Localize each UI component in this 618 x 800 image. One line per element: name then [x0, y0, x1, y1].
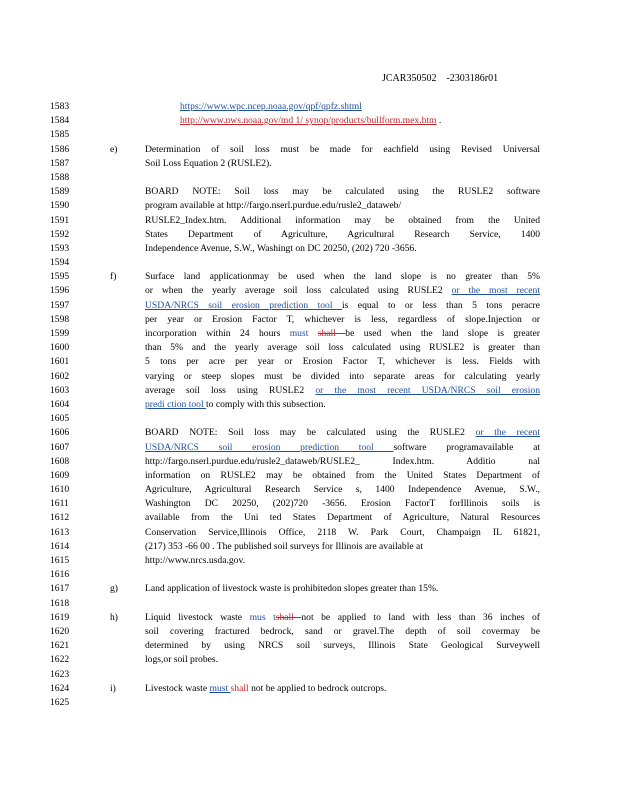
line-number: 1595: [50, 271, 70, 283]
text-run: Washington DC 20250, (202)720 -3656. Erosion FactorT forIllinois soils is: [145, 498, 540, 510]
text-run: not be applied to land with less than 36 inches of: [301, 611, 540, 623]
text-run: software programavailable at: [393, 441, 541, 453]
subsection-label: g): [110, 583, 118, 595]
line-number: 1589: [50, 186, 70, 198]
inserted-text: or the most recent USDA/NRCS soil erosion: [315, 384, 540, 396]
text-run: program available at http://fargo.nserl.purdue.edu/rusle2_dataweb/: [145, 200, 402, 212]
document-line: [0, 171, 618, 185]
line-text: [145, 384, 540, 398]
text-run: incorporation within 24 hours: [145, 328, 290, 339]
text-run: available from the Uni ted States Department of Agriculture, Natural Resources: [145, 512, 540, 524]
inserted-text: USDA/NRCS soil erosion prediction tool: [145, 299, 342, 311]
document-line: [0, 469, 618, 483]
line-number: 1601: [50, 356, 70, 368]
text-run: 5 tons per acre per year or Erosion Factor T, whichever is less. Fields with: [145, 356, 540, 368]
line-number: 1587: [50, 157, 70, 169]
document-line: [0, 398, 618, 412]
text-run: varying or steep slopes must be divided into separate areas for calculating yearly: [145, 370, 540, 382]
line-text: [145, 540, 540, 554]
document-line: [0, 653, 618, 667]
document-line: [0, 214, 618, 228]
line-number: 1600: [50, 342, 70, 354]
line-text: [145, 341, 540, 355]
line-number: 1618: [50, 597, 70, 609]
marked-text: shall: [230, 682, 249, 694]
line-number: 1619: [50, 611, 70, 623]
text-run: soil covering fractured bedrock, sand or gravel.The depth of soil covermay be: [145, 625, 540, 637]
text-run: http://fargo.nserl.purdue.edu/rusle2_dataweb/RUSLE2_ Index.htm. Additio nal: [145, 455, 540, 467]
line-number: 1586: [50, 143, 70, 155]
line-text: [145, 639, 540, 653]
line-text: [145, 526, 540, 540]
line-text: [145, 313, 540, 327]
line-number: 1588: [50, 171, 70, 183]
line-number: 1606: [50, 427, 70, 439]
line-text: [145, 157, 540, 171]
line-number: 1610: [50, 484, 70, 496]
document-line: [0, 384, 618, 398]
line-text: [145, 653, 540, 667]
document-line: [0, 313, 618, 327]
marked-text: must: [289, 328, 318, 339]
line-text: [145, 511, 540, 525]
line-number: 1603: [50, 384, 70, 396]
line-number: 1623: [50, 668, 70, 680]
line-text: [145, 270, 540, 284]
text-run: BOARD NOTE: Soil loss may be calculated using the RUSLE2: [145, 427, 476, 439]
document-line: [0, 568, 618, 582]
text-run: Determination of soil loss must be made for eachfield using Revised Universal: [145, 143, 540, 155]
inserted-text: USDA/NRCS soil erosion prediction tool: [145, 441, 394, 453]
line-number: 1614: [50, 540, 70, 552]
line-number: 1583: [50, 101, 70, 112]
line-text: [180, 114, 540, 128]
line-number: 1608: [50, 455, 70, 467]
text-run: determined by using NRCS soil surveys, Illinois State Geological Surveywell: [145, 640, 540, 652]
document-line: [0, 625, 618, 639]
line-number: 1604: [50, 398, 70, 410]
line-number: 1617: [50, 583, 70, 595]
document-line: [0, 412, 618, 426]
document-line: [0, 426, 618, 440]
document-line: [0, 682, 618, 696]
text-run: Land application of livestock waste is prohibitedon slopes greater than 15%.: [145, 583, 439, 595]
text-run: States Department of Agriculture, Agricultural Research Service, 1400: [145, 228, 540, 240]
line-text: [180, 100, 540, 114]
subsection-label: i): [110, 682, 116, 694]
line-number: 1597: [50, 299, 70, 311]
document-line: [0, 497, 618, 511]
text-run: to comply with this subsection.: [206, 398, 326, 410]
line-number: 1621: [50, 640, 70, 652]
line-text: [145, 242, 540, 256]
line-number: 1591: [50, 214, 70, 226]
line-text: [145, 469, 540, 483]
line-number: 1620: [50, 625, 70, 637]
text-run: BOARD NOTE: Soil loss may be calculated using the RUSLE2 software: [145, 186, 540, 198]
line-number: 1596: [50, 285, 70, 297]
line-number: 1594: [50, 257, 70, 269]
line-text: [145, 441, 540, 455]
document-line: [0, 455, 618, 469]
line-number: 1590: [50, 200, 70, 212]
document-line: [0, 185, 618, 199]
document-line: [0, 157, 618, 171]
line-text: [145, 682, 540, 696]
deleted-text: shall: [275, 611, 302, 623]
document-ref: -2303186r01: [446, 73, 499, 84]
document-line: [0, 554, 618, 568]
document-line: [0, 511, 618, 525]
document-line: [0, 355, 618, 369]
text-run: (217) 353 -66 00 . The published soil surveys for Illinois are available at: [145, 540, 423, 552]
subsection-label: f): [110, 271, 117, 283]
line-text: [145, 625, 540, 639]
line-number: 1625: [50, 696, 70, 708]
line-text: [145, 611, 540, 625]
inserted-text: or the most recent: [451, 285, 540, 297]
line-number: 1607: [50, 441, 70, 453]
text-run: Independence Avenue, S.W., Washingt on DC 20250, (202) 720 -3656.: [145, 242, 417, 254]
document-line: [0, 597, 618, 611]
document-line: [0, 100, 618, 114]
line-text: [145, 370, 540, 384]
text-run: information on RUSLE2 may be obtained from the United States Department of: [145, 469, 540, 481]
line-text: [145, 355, 540, 369]
inserted-text: http://www.nws.noaa.gov/md 1/ synop/products/bullform.mex.htm: [180, 115, 437, 127]
text-run: Agriculture, Agricultural Research Service s, 1400 Independence Avenue, S.W.,: [145, 484, 540, 496]
text-run: Conservation Service,Illinois Office, 2118 W. Park Court, Champaign IL 61821,: [145, 526, 540, 538]
line-text: [145, 327, 540, 341]
document-line: [0, 256, 618, 270]
document-line: [0, 639, 618, 653]
line-number: 1598: [50, 313, 70, 325]
text-run: or when the yearly average soil loss calculated using RUSLE2: [145, 285, 452, 297]
line-number: 1602: [50, 370, 70, 382]
inserted-text: must: [209, 682, 231, 694]
text-run: be used when the land slope is greater: [345, 328, 540, 339]
text-run: Liquid livestock waste: [145, 611, 250, 623]
text-run: http://www.nrcs.usda.gov.: [145, 555, 246, 566]
line-text: [145, 455, 540, 469]
line-number: 1592: [50, 228, 70, 240]
inserted-text: or the recent: [475, 427, 540, 439]
text-run: average soil loss using RUSLE2: [145, 384, 316, 396]
document-line: [0, 540, 618, 554]
line-text: [145, 228, 540, 242]
document-line: [0, 199, 618, 213]
subsection-label: e): [110, 143, 118, 155]
deleted-text: shall: [317, 328, 346, 339]
line-number: 1616: [50, 569, 70, 581]
line-text: [145, 483, 540, 497]
document-code: JCAR350502: [382, 73, 437, 84]
document-line: [0, 228, 618, 242]
line-number: 1599: [50, 328, 70, 339]
text-run: than 5% and the yearly average soil loss calculated using RUSLE2 is greater than: [145, 342, 540, 354]
text-run: not be applied to bedrock outcrops.: [248, 682, 387, 694]
document-line: [0, 611, 618, 625]
text-run: Surface land applicationmay be used when the land slope is no greater than 5%: [145, 271, 540, 283]
text-run: Livestock waste: [145, 682, 210, 694]
document-line: [0, 582, 618, 596]
document-line: [0, 526, 618, 540]
document-line: [0, 341, 618, 355]
line-text: [145, 199, 540, 213]
line-text: [145, 582, 540, 596]
line-number: 1622: [50, 654, 70, 666]
text-run: is equal to or less than 5 tons peracre: [341, 299, 541, 311]
line-number: 1615: [50, 555, 70, 566]
document-line: [0, 668, 618, 682]
line-number: 1605: [50, 413, 70, 425]
inserted-text: predi ction tool: [145, 398, 207, 410]
line-text: [145, 497, 540, 511]
text-run: logs,or soil probes.: [145, 654, 219, 666]
line-text: [145, 185, 540, 199]
document-line: [0, 370, 618, 384]
line-number: 1609: [50, 469, 70, 481]
subsection-label: h): [110, 611, 118, 623]
document-line: [0, 441, 618, 455]
line-text: [145, 398, 540, 412]
inserted-text: https://www.wpc.ncep.noaa.gov/qpf/qpfz.shtml: [180, 101, 362, 112]
line-number: 1593: [50, 242, 70, 254]
line-text: [145, 299, 540, 313]
page-header: [382, 73, 498, 84]
line-text: [145, 554, 540, 568]
line-text: [145, 426, 540, 440]
document-line: [0, 143, 618, 157]
line-number: 1624: [50, 682, 70, 694]
text-run: Soil Loss Equation 2 (RUSLE2).: [145, 157, 272, 169]
marked-text: mus t: [249, 611, 276, 623]
line-number: 1612: [50, 512, 70, 524]
document-line: [0, 242, 618, 256]
document-line: [0, 299, 618, 313]
document-line: [0, 270, 618, 284]
line-text: [145, 143, 540, 157]
text-run: per year or Erosion Factor T, whichever is less, regardless of slope.Injection or: [145, 313, 540, 325]
document-line: [0, 114, 618, 128]
document-body: [0, 100, 618, 710]
line-number: 1611: [50, 498, 69, 510]
line-number: 1613: [50, 526, 70, 538]
line-text: [145, 214, 540, 228]
document-line: [0, 327, 618, 341]
line-number: 1585: [50, 129, 70, 141]
document-line: [0, 483, 618, 497]
document-line: [0, 284, 618, 298]
document-line: [0, 696, 618, 710]
text-run: .: [436, 115, 442, 127]
line-number: 1584: [50, 115, 70, 127]
text-run: RUSLE2_Index.htm. Additional information may be obtained from the United: [145, 214, 540, 226]
document-line: [0, 128, 618, 142]
line-text: [145, 284, 540, 298]
